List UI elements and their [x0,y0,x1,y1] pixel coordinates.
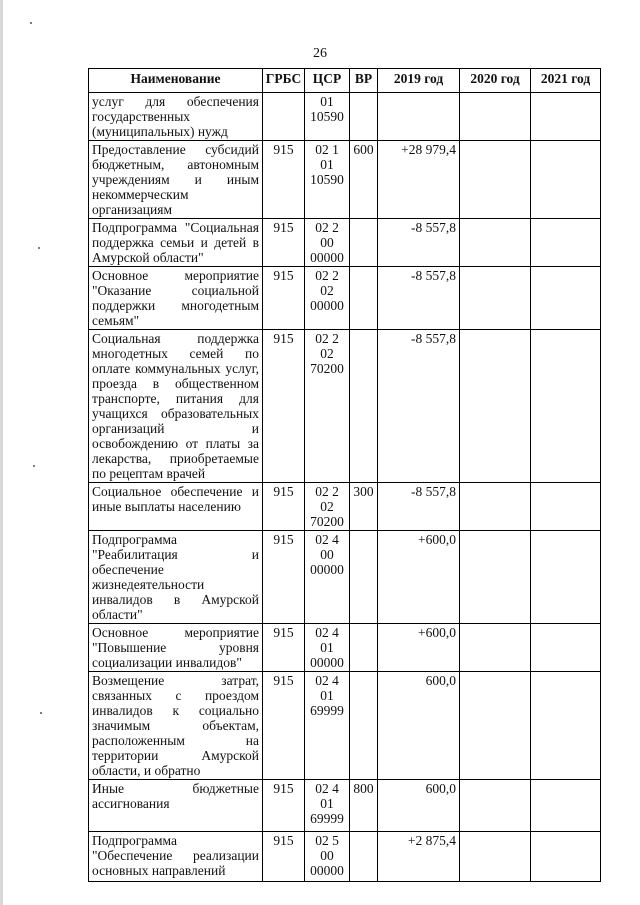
cell-grbs: 915 [263,267,305,330]
cell-grbs: 915 [263,624,305,672]
cell-vr: 800 [350,780,378,832]
cell-2021 [531,832,601,882]
table-body [89,93,601,882]
csr-part: 00000 [310,298,344,313]
cell-2019: +28 979,4 [378,141,460,219]
header-csr: ЦСР [305,69,350,93]
csr-part: 02 1 [315,142,339,157]
cell-name: услуг для обеспечения государственных (муниципальных) нужд [89,93,263,141]
cell-name: Социальная поддержка многодетных семей по оплате коммунальных услуг, проезда в общественном транспорте, питания для учащихся образовательных организаций и освобождению от платы за лекарства, приобретаемые по рецептам врачей [89,330,263,483]
cell-2019: 600,0 [378,672,460,780]
cell-name: Основное мероприятие "Повышение уровня социализации инвалидов" [89,624,263,672]
cell-vr [350,267,378,330]
table-row [89,624,601,672]
cell-csr [305,267,350,330]
cell-2020 [460,93,531,141]
header-2021: 2021 год [531,69,601,93]
cell-2019: 600,0 [378,780,460,832]
header-grbs: ГРБС [263,69,305,93]
table-row [89,93,601,141]
cell-2021 [531,780,601,832]
csr-part: 01 [320,796,334,811]
cell-2020 [460,330,531,483]
cell-grbs: 915 [263,330,305,483]
cell-2020 [460,267,531,330]
cell-2020 [460,832,531,882]
cell-2021 [531,330,601,483]
cell-2021 [531,624,601,672]
csr-part: 00 [320,848,334,863]
cell-2019: -8 557,8 [378,219,460,267]
cell-2021 [531,93,601,141]
cell-csr [305,93,350,141]
cell-grbs: 915 [263,780,305,832]
page-number: 26 [313,46,327,61]
cell-name: Социальное обеспечение и иные выплаты населению [89,483,263,531]
cell-vr [350,531,378,624]
csr-part: 02 2 [315,331,339,346]
csr-part: 02 4 [315,781,339,796]
table-row [89,672,601,780]
csr-part: 02 [320,346,334,361]
cell-grbs: 915 [263,483,305,531]
cell-2020 [460,624,531,672]
cell-vr [350,832,378,882]
cell-2020 [460,219,531,267]
cell-2020 [460,672,531,780]
cell-name: Предоставление субсидий бюджетным, автономным учреждениям и иным некоммерческим организациям [89,141,263,219]
cell-csr [305,624,350,672]
cell-2020 [460,531,531,624]
cell-2019: +2 875,4 [378,832,460,882]
table-row [89,267,601,330]
cell-grbs: 915 [263,832,305,882]
cell-2021 [531,141,601,219]
csr-part: 01 [320,688,334,703]
header-2019: 2019 год [378,69,460,93]
cell-2019: -8 557,8 [378,330,460,483]
table-row [89,141,601,219]
csr-part: 00000 [310,250,344,265]
cell-2019: -8 557,8 [378,267,460,330]
csr-part: 00 [320,547,334,562]
csr-part: 70200 [310,514,344,529]
header-2020: 2020 год [460,69,531,93]
cell-name: Основное мероприятие "Оказание социальной поддержки многодетным семьям" [89,267,263,330]
header-vr: ВР [350,69,378,93]
cell-2021 [531,219,601,267]
cell-2020 [460,780,531,832]
csr-part: 02 4 [315,532,339,547]
cell-csr [305,483,350,531]
cell-vr: 600 [350,141,378,219]
csr-part: 02 4 [315,673,339,688]
csr-part: 02 4 [315,625,339,640]
cell-grbs: 915 [263,219,305,267]
cell-2019: +600,0 [378,624,460,672]
cell-2021 [531,267,601,330]
cell-csr [305,219,350,267]
table-row [89,219,601,267]
cell-2021 [531,531,601,624]
header-name: Наименование [89,69,263,93]
cell-csr [305,141,350,219]
csr-part: 00000 [310,863,344,878]
cell-vr [350,624,378,672]
cell-vr: 300 [350,483,378,531]
cell-2019: +600,0 [378,531,460,624]
csr-part: 02 2 [315,220,339,235]
csr-part: 01 [320,94,334,109]
cell-2020 [460,141,531,219]
cell-grbs: 915 [263,531,305,624]
csr-part: 70200 [310,361,344,376]
cell-vr [350,219,378,267]
cell-grbs [263,93,305,141]
csr-part: 02 [320,499,334,514]
csr-part: 69999 [310,703,344,718]
table-row [89,483,601,531]
cell-name: Подпрограмма "Социальная поддержка семьи и детей в Амурской области" [89,219,263,267]
cell-name: Подпрограмма "Обеспечение реализации основных направлений [89,832,263,882]
cell-vr [350,330,378,483]
cell-csr [305,531,350,624]
cell-2021 [531,483,601,531]
cell-csr [305,672,350,780]
csr-part: 00 [320,235,334,250]
table-row [89,330,601,483]
cell-vr [350,672,378,780]
table-row [89,780,601,832]
csr-part: 02 [320,283,334,298]
csr-part: 01 [320,640,334,655]
cell-csr [305,832,350,882]
csr-part: 02 5 [315,833,339,848]
cell-name: Подпрограмма "Реабилитация и обеспечение жизнедеятельности инвалидов в Амурской области" [89,531,263,624]
csr-part: 00000 [310,562,344,577]
cell-name: Иные бюджетные ассигнования [89,780,263,832]
csr-part: 69999 [310,811,344,826]
cell-grbs: 915 [263,672,305,780]
csr-part: 02 2 [315,484,339,499]
cell-csr [305,330,350,483]
table-row [89,531,601,624]
cell-2021 [531,672,601,780]
csr-part: 02 2 [315,268,339,283]
csr-part: 01 [320,157,334,172]
scan-page-edge [0,0,3,905]
cell-grbs: 915 [263,141,305,219]
cell-2020 [460,483,531,531]
cell-vr [350,93,378,141]
csr-part: 00000 [310,655,344,670]
cell-2019: -8 557,8 [378,483,460,531]
csr-part: 10590 [310,109,344,124]
csr-part: 10590 [310,172,344,187]
cell-csr [305,780,350,832]
cell-name: Возмещение затрат, связанных с проездом инвалидов к социально значимым объектам, расположенным на территории Амурской области, и обратно [89,672,263,780]
table-header-row [89,69,601,93]
budget-table [88,68,601,882]
cell-2019 [378,93,460,141]
table-row [89,832,601,882]
